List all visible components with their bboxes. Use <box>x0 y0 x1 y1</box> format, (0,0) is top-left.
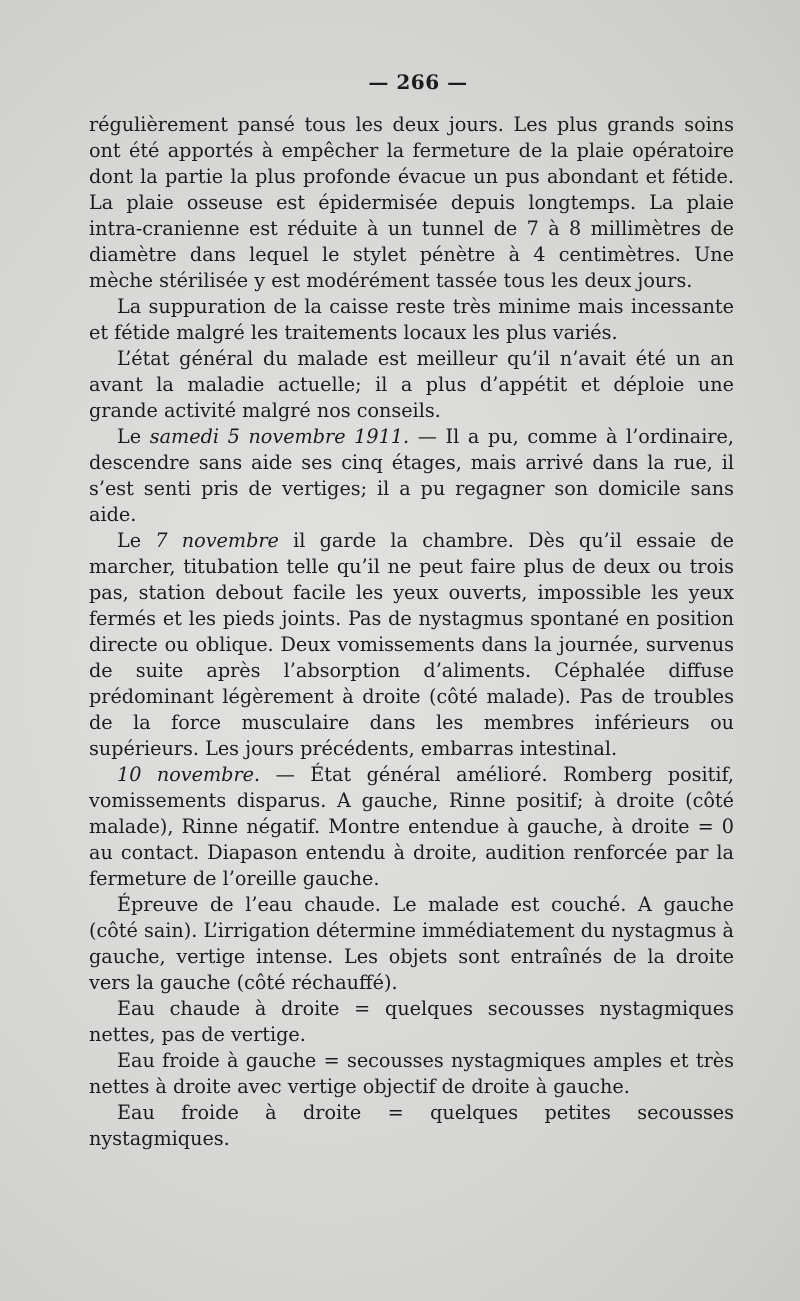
text-run: — Il a pu, comme à l’ordinaire, descendre sans aide ses cinq étages, mais arrivé dans la rue, il s’est senti pris de vertiges; il a pu regagner son domicile sans aide. <box>89 425 735 526</box>
paragraph <box>89 996 734 1048</box>
paragraph <box>89 346 734 424</box>
text-run: il garde la chambre. Dès qu’il essaie de marcher, titubation telle qu’il ne peut faire plus de deux ou trois pas, station debout facile les yeux ouverts, impossible les yeux fermés et les pieds joints. Pas de nystagmus spontané en position directe ou oblique. Deux vomissements dans la journée, survenus de suite après l’absorption d’aliments. Céphalée diffuse prédominant légèrement à droite (côté malade). Pas de troubles de la force musculaire dans les membres inférieurs ou supérieurs. Les jours précédents, embarras intestinal. <box>89 529 735 760</box>
body-text <box>89 112 734 1152</box>
text-run: Eau froide à gauche = secousses nystagmiques amples et très nettes à droite avec vertige objectif de droite à gauche. <box>89 1049 734 1098</box>
paragraph <box>89 294 734 346</box>
italic-date: 10 novembre. <box>117 763 261 786</box>
text-run: Épreuve de l’eau chaude. Le malade est couché. A gauche (côté sain). L’irrigation détermine immédiatement du nystagmus à gauche, vertige intense. Les objets sont entraînés de la droite vers la gauche (côté réchauffé). <box>89 893 734 994</box>
text-run: régulièrement pansé tous les deux jours. Les plus grands soins ont été apportés à empêcher la fermeture de la plaie opératoire dont la partie la plus profonde évacue un pus abondant et fétide. La plaie osseuse est épidermisée depuis longtemps. La plaie intra-cranienne est réduite à un tunnel de 7 à 8 millimètres de diamètre dans lequel le stylet pénètre à 4 centimètres. Une mèche stérilisée y est modérément tassée tous les deux jours. <box>89 113 734 292</box>
text-run: Le <box>117 529 156 552</box>
page-number: — 266 — <box>368 70 468 94</box>
text-run: La suppuration de la caisse reste très minime mais incessante et fétide malgré les traitements locaux les plus variés. <box>89 295 734 344</box>
paragraph <box>89 528 734 762</box>
text-run: — État général amélioré. Romberg positif, vomissements disparus. A gauche, Rinne positif; à droite (côté malade), Rinne négatif. Montre entendue à gauche, à droite = 0 au contact. Diapason entendu à droite, audition renforcée par la fermeture de l’oreille gauche. <box>89 763 735 890</box>
paragraph <box>89 892 734 996</box>
italic-date: samedi 5 novembre 1911. <box>149 425 410 448</box>
paragraph <box>89 1100 734 1152</box>
italic-date: 7 novembre <box>155 529 279 552</box>
text-run: L’état général du malade est meilleur qu’il n’avait été un an avant la maladie actuelle; il a plus d’appétit et déploie une grande activité malgré nos conseils. <box>89 347 734 422</box>
paragraph <box>89 112 734 294</box>
text-run: Le <box>117 425 150 448</box>
paragraph <box>89 762 734 892</box>
paragraph <box>89 424 734 528</box>
text-run: Eau froide à droite = quelques petites secousses nystagmiques. <box>89 1101 734 1150</box>
text-run: Eau chaude à droite = quelques secousses nystagmiques nettes, pas de vertige. <box>89 997 734 1046</box>
paragraph <box>89 1048 734 1100</box>
